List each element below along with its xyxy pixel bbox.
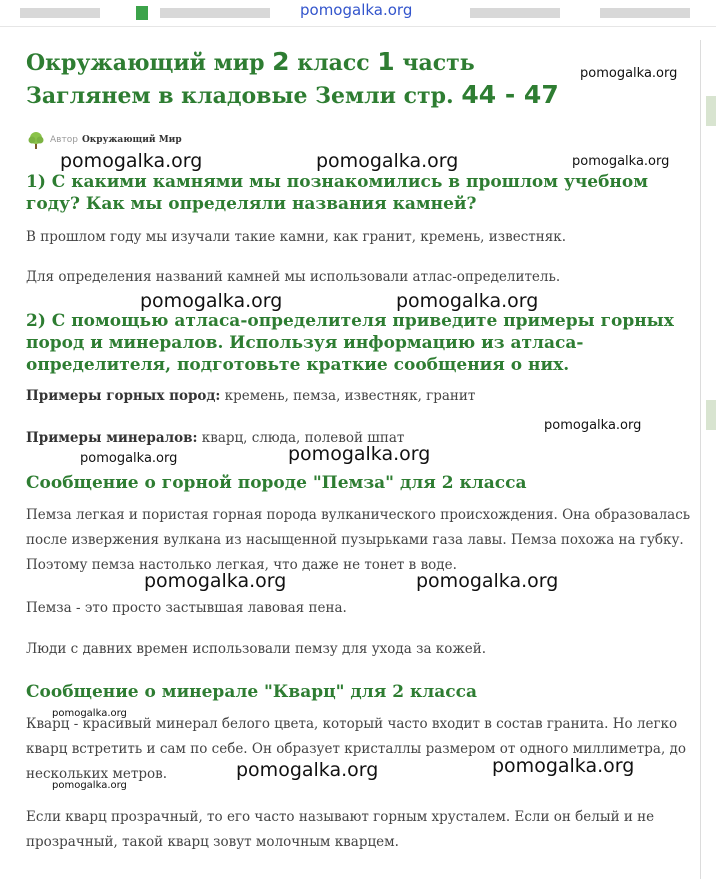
watermark: pomogalka.org (316, 150, 459, 172)
pumice-paragraph: Люди с давних времен использовали пемзу для ухода за кожей. (26, 641, 487, 657)
answer-1-paragraph: В прошлом году мы изучали такие камни, как гранит, кремень, известняк. (26, 229, 566, 245)
pumice-heading: Сообщение о горной породе "Пемза" для 2 класса (26, 473, 527, 493)
watermark: pomogalka.org (60, 150, 203, 172)
minerals-label: Примеры минералов: (26, 430, 198, 446)
minerals-value: кварц, слюда, полевой шпат (197, 430, 405, 446)
header-nav-placeholder (600, 8, 690, 18)
answer-1-paragraph: Для определения названий камней мы использовали атлас-определитель. (26, 269, 561, 285)
watermark: pomogalka.org (80, 451, 178, 466)
page-title: Окружающий мир 2 класс 1 часть Заглянем в кладовые Земли стр. 44 - 47 (26, 47, 559, 109)
minerals-examples (26, 426, 696, 451)
watermark: pomogalka.org (288, 443, 431, 465)
tree-icon (26, 130, 46, 150)
header-nav-placeholder (20, 8, 100, 18)
rocks-value: кремень, пемза, известняк, гранит (220, 388, 476, 404)
sidebar-edge (706, 400, 716, 430)
sidebar-edge (706, 96, 716, 126)
watermark: pomogalka.org (52, 780, 127, 791)
header-logo-mark (136, 6, 148, 20)
question-2-heading: 2) С помощью атласа-определителя приведите примеры горных пород и минералов. Используя информацию из атласа-определителя, подготовьте краткие сообщения о них. (26, 311, 674, 375)
header-nav-placeholder (470, 8, 560, 18)
watermark: pomogalka.org (572, 154, 670, 169)
watermark: pomogalka.org (52, 708, 127, 719)
watermark: pomogalka.org (140, 290, 283, 312)
quartz-heading: Сообщение о минерале "Кварц" для 2 класса (26, 682, 477, 702)
author-link[interactable]: Окружающий Мир (81, 135, 182, 145)
author-line (26, 130, 182, 150)
watermark: pomogalka.org (396, 290, 539, 312)
watermark: pomogalka.org (144, 570, 287, 592)
quartz-paragraph: Если кварц прозрачный, то его часто называют горным хрусталем. Если он белый и не прозрачный, такой кварц зовут молочным кварцем. (26, 809, 655, 850)
watermark: pomogalka.org (236, 759, 379, 781)
watermark: pomogalka.org (544, 418, 642, 433)
quartz-paragraph: Кварц - красивый минерал белого цвета, который часто входит в состав гранита. Но легко кварц встретить и сам по себе. Он образует кристаллы размером от одного миллиметра, до нескольких метров. (26, 716, 686, 782)
pumice-paragraph: Пемза легкая и пористая горная порода вулканического происхождения. Она образовалась после извержения вулкана из насыщенной пузырьками газа лавы. Пемза похожа на губку. Поэтому пемза настолько легкая, что даже не тонет в воде. (26, 507, 691, 573)
header-nav-placeholder (160, 8, 270, 18)
rocks-examples (26, 384, 696, 409)
site-header (0, 0, 716, 27)
watermark: pomogalka.org (580, 66, 678, 81)
question-1-heading: 1) С какими камнями мы познакомились в прошлом учебном году? Как мы определяли названия камней? (26, 172, 648, 214)
sidebar-divider (700, 40, 701, 879)
watermark: pomogalka.org (416, 570, 559, 592)
watermark: pomogalka.org (492, 755, 635, 777)
author-prefix: Автор (50, 135, 78, 145)
site-name-link[interactable]: pomogalka.org (300, 1, 413, 19)
pumice-paragraph: Пемза - это просто застывшая лавовая пена. (26, 600, 347, 616)
rocks-label: Примеры горных пород: (26, 388, 221, 404)
